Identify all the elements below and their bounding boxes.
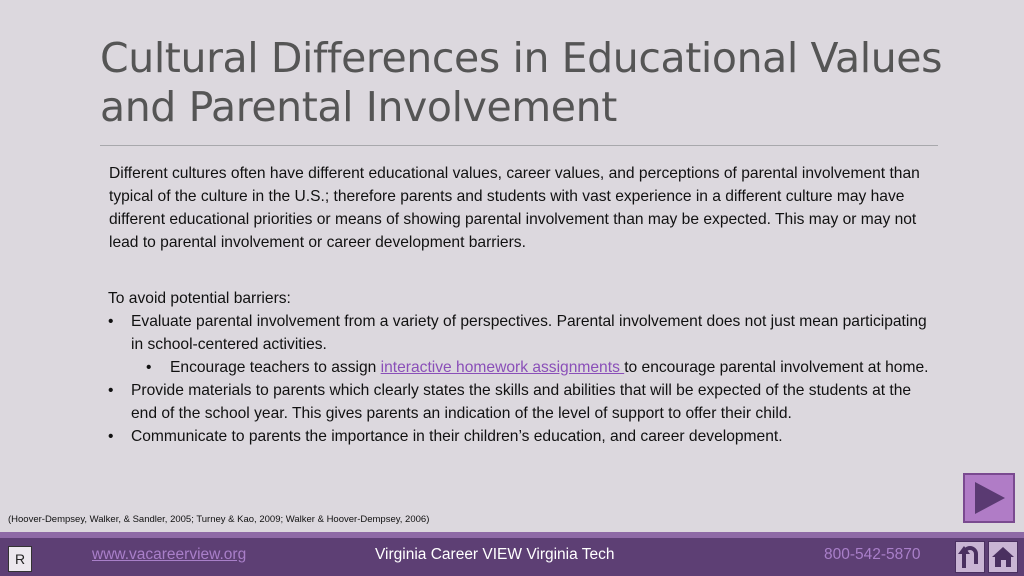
list-item-text-after: to encourage parental involvement at home.	[624, 359, 929, 376]
list-item	[108, 310, 938, 356]
list-item	[108, 425, 938, 448]
bullet-icon: •	[108, 428, 114, 445]
footer-phone: 800-542-5870	[824, 546, 921, 563]
list-item	[108, 356, 938, 379]
list-item-text: Evaluate parental involvement from a variety of perspectives. Parental involvement does not just mean participating in school-centered activities.	[131, 313, 927, 353]
r-button[interactable]: R	[8, 546, 32, 572]
bullet-icon: •	[108, 382, 114, 399]
house-icon	[990, 545, 1016, 569]
u-turn-back-icon	[958, 544, 982, 570]
list-item	[108, 379, 938, 425]
title-divider	[100, 145, 938, 146]
barriers-list	[108, 310, 938, 448]
list-item-text: Communicate to parents the importance in their children’s education, and career development.	[131, 428, 783, 445]
intro-paragraph: Different cultures often have different educational values, career values, and perceptions of parental involvement than typical of the culture in the U.S.; therefore parents and students with vast experience in a different culture may have different educational priorities or means of showing parental involvement than may be expected. This may or may not lead to parental involvement or career development barriers.	[109, 165, 920, 251]
bullet-icon: •	[146, 359, 152, 376]
back-button[interactable]	[955, 541, 985, 573]
next-slide-button[interactable]	[963, 473, 1015, 523]
list-item-text: Provide materials to parents which clearly states the skills and abilities that will be expected of the students at the end of the school year. This gives parents an indication of the level of support to offer their child.	[131, 382, 912, 422]
footer-organization: Virginia Career VIEW Virginia Tech	[375, 546, 615, 563]
play-triangle-icon	[971, 480, 1007, 516]
barriers-section	[108, 287, 938, 448]
citation: (Hoover-Dempsey, Walker, & Sandler, 2005; Turney & Kao, 2009; Walker & Hoover-Dempsey, 2006)	[8, 514, 430, 525]
website-link[interactable]: www.vacareerview.org	[92, 546, 247, 563]
interactive-homework-link[interactable]: interactive homework assignments	[380, 359, 625, 376]
list-item-text-before: Encourage teachers to assign	[170, 359, 381, 376]
slide-title: Cultural Differences in Educational Values and Parental Involvement	[100, 34, 943, 131]
bullet-icon: •	[108, 313, 114, 330]
home-button[interactable]	[988, 541, 1018, 573]
barriers-heading: To avoid potential barriers:	[108, 290, 291, 307]
